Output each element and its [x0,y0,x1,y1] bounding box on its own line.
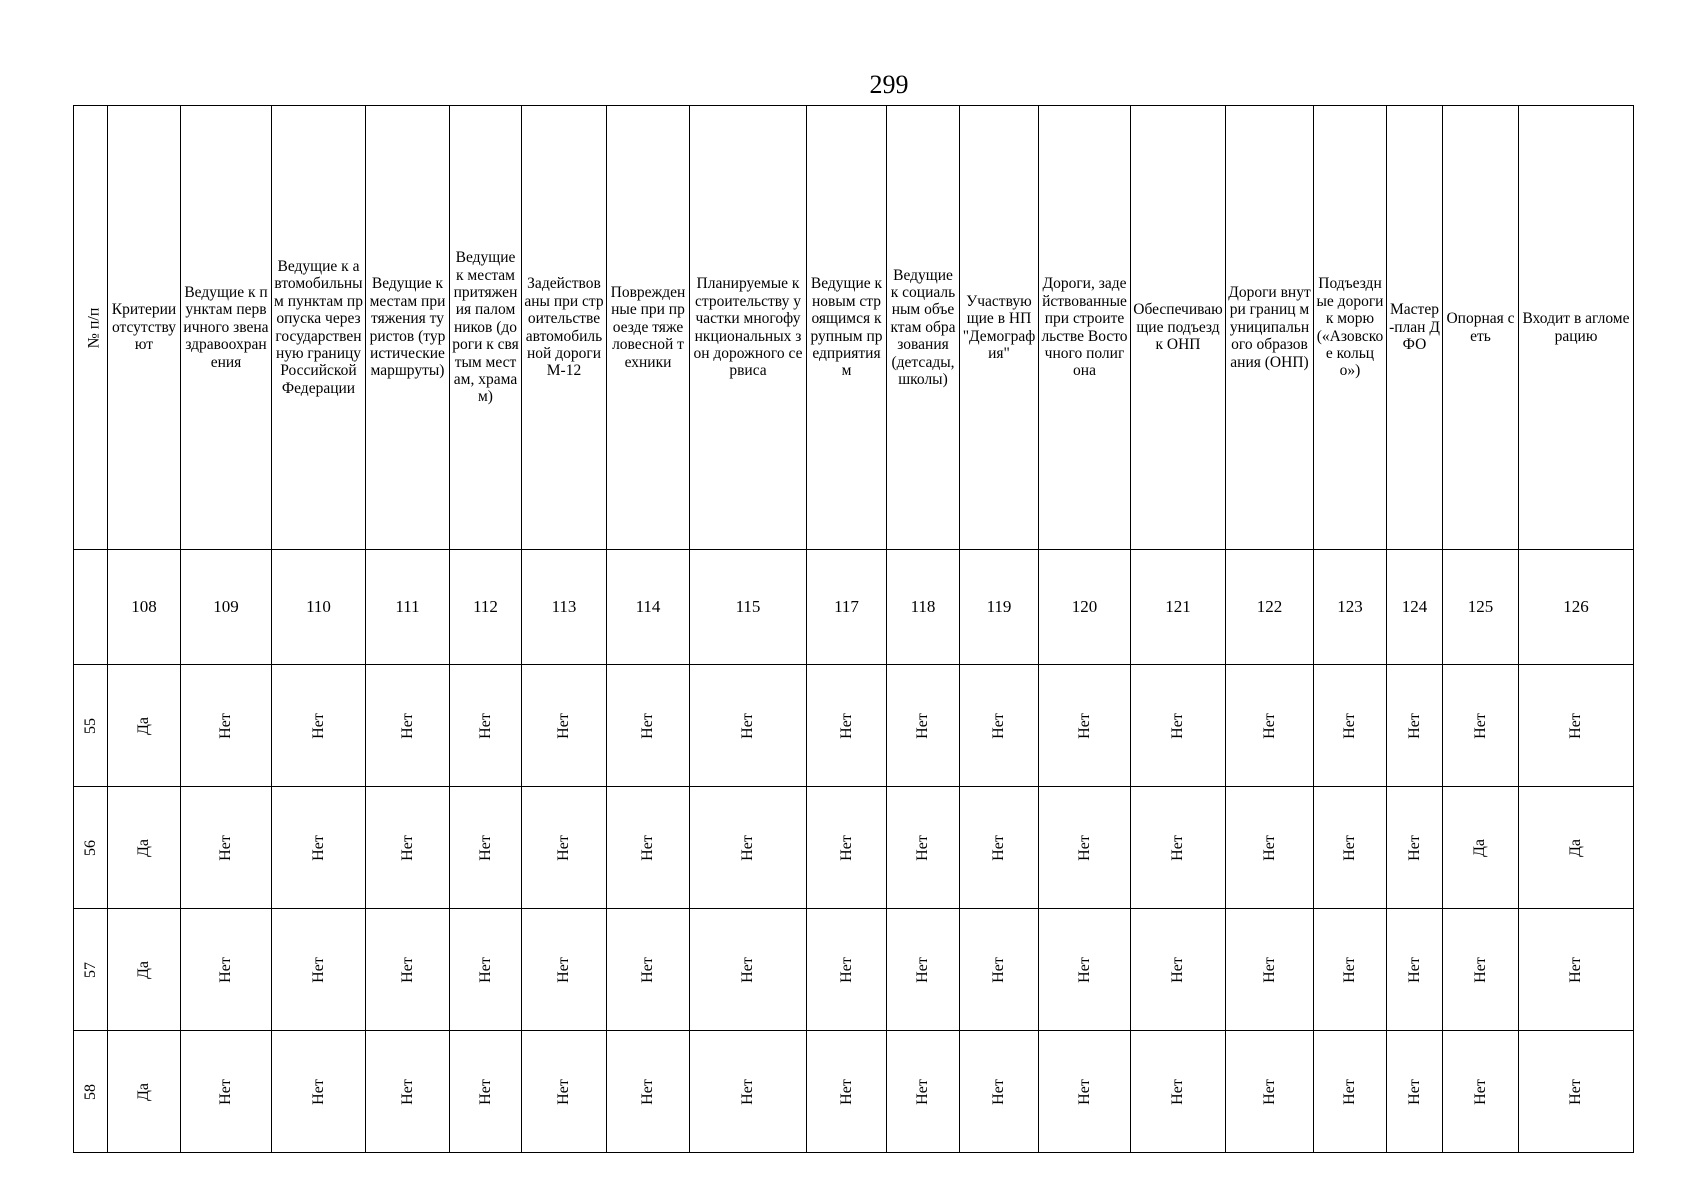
header-cell [1226,106,1314,550]
header-label: Опорная сеть [1446,310,1515,345]
table-cell [1387,909,1443,1031]
cell-value: Нет [1341,834,1358,861]
column-number-cell: 120 [1039,550,1131,665]
table-cell [181,1031,272,1153]
table-cell [108,787,181,909]
table-cell [1039,909,1131,1031]
cell-value: Нет [309,834,327,861]
table-cell [272,1031,366,1153]
table-cell [807,787,887,909]
cell-value: Нет [1405,1078,1423,1105]
table-cell [366,787,450,909]
table-cell [690,909,807,1031]
table-row [74,1031,1634,1153]
cell-value: Нет [990,1078,1007,1105]
column-number-cell: 126 [1519,550,1634,665]
row-index: 57 [81,961,99,978]
cell-value: Нет [1567,1078,1584,1105]
table-cell [960,665,1039,787]
table-cell [108,665,181,787]
table-cell [522,665,607,787]
table-cell [181,665,272,787]
table-cell [1443,1031,1519,1153]
cell-value: Нет [217,834,234,861]
table-cell [887,787,960,909]
cell-value: Нет [1260,834,1278,861]
header-label: Критерии отсутствуют [111,301,177,354]
header-label: Дороги, задействованные при строительстве Восточного полигона [1041,275,1128,380]
header-label: Дороги внутри границ муниципального образования (ОНП) [1228,283,1311,371]
cell-value: Нет [1405,834,1423,861]
cell-value: Нет [1471,956,1489,983]
header-cell-index [74,106,108,550]
table-cell [960,1031,1039,1153]
table-cell [1226,1031,1314,1153]
table-cell [1519,665,1634,787]
table-cell [450,1031,522,1153]
table-cell [272,665,366,787]
table-cell [181,909,272,1031]
cell-value: Нет [1341,956,1358,983]
table-cell [607,787,690,909]
header-label: Мастер-план ДФО [1389,301,1440,354]
cell-value: Нет [1567,956,1584,983]
header-cell [607,106,690,550]
table-cell [450,909,522,1031]
table-cell [1443,665,1519,787]
cell-value: Нет [739,956,756,983]
row-index-cell [74,1031,108,1153]
header-cell [1314,106,1387,550]
cell-value: Нет [639,834,656,861]
table-cell [1131,787,1226,909]
column-number-cell: 125 [1443,550,1519,665]
table-cell [522,909,607,1031]
header-label: Ведущие к местам притяжения паломников (дороги к святым местам, храмам) [452,249,519,406]
cell-value: Да [1471,838,1489,857]
header-cell [522,106,607,550]
table-cell [366,1031,450,1153]
cell-value: Нет [1471,712,1489,739]
cell-value: Нет [990,956,1007,983]
table-cell [108,909,181,1031]
criteria-table [73,105,1634,1153]
cell-value: Нет [398,834,416,861]
cell-value: Нет [739,834,756,861]
header-label: Ведущие к новым строящимся крупным предприятиям [810,275,883,380]
row-index: 58 [81,1083,99,1100]
header-cell [1039,106,1131,550]
page-number: 299 [869,70,909,99]
cell-value: Нет [555,712,572,739]
cell-value: Нет [1405,712,1423,739]
column-number-cell: 108 [108,550,181,665]
table-cell [1314,909,1387,1031]
cell-value: Нет [1169,712,1186,739]
cell-value: Нет [914,956,931,983]
cell-value: Нет [1260,956,1278,983]
header-cell [1131,106,1226,550]
cell-value: Нет [398,1078,416,1105]
cell-value: Нет [990,834,1007,861]
cell-value: Нет [309,1078,327,1105]
table-cell [1131,665,1226,787]
header-cell [1387,106,1443,550]
cell-value: Нет [639,712,656,739]
table-cell [960,787,1039,909]
header-cell [1519,106,1634,550]
cell-value: Нет [1169,834,1186,861]
cell-value: Нет [739,1078,756,1105]
header-cell [366,106,450,550]
cell-value: Нет [837,834,855,861]
table-cell [1131,909,1226,1031]
header-label: Задействованы при строительстве автомобильной дороги М-12 [524,275,604,380]
table-cell [272,787,366,909]
table-cell [450,665,522,787]
table-row [74,787,1634,909]
cell-value: Да [1566,838,1584,857]
row-index: 56 [81,839,99,856]
column-number-cell: 124 [1387,550,1443,665]
cell-value: Нет [1075,712,1093,739]
column-number-cell: 115 [690,550,807,665]
table-cell [807,1031,887,1153]
table-cell [1387,665,1443,787]
column-number-cell: 118 [887,550,960,665]
header-cell [181,106,272,550]
cell-value: Нет [476,956,494,983]
cell-value: Да [134,838,152,857]
table-row [74,909,1634,1031]
cell-value: Нет [639,956,656,983]
table-cell [1314,665,1387,787]
table-cell [522,1031,607,1153]
header-label: Ведущие к социальным объектам образования (детсады, школы) [890,266,956,389]
cell-value: Нет [1341,712,1358,739]
header-label: Ведущие к пунктам первичного звена здравоохранения [183,283,269,371]
table-cell [887,909,960,1031]
table-cell [1519,909,1634,1031]
column-number-cell [74,550,108,665]
column-number-cell: 114 [607,550,690,665]
header-label: Ведущие к автомобильным пунктам пропуска через государственную границу Российской Федерации [274,257,363,397]
header-label: Входит в агломерацию [1522,310,1630,345]
table-cell [690,1031,807,1153]
table-cell [1039,787,1131,909]
table-cell [1443,909,1519,1031]
cell-value: Да [134,960,152,979]
cell-value: Нет [1075,956,1093,983]
table-cell [1314,787,1387,909]
column-number-cell: 119 [960,550,1039,665]
table-cell [450,787,522,909]
cell-value: Нет [555,956,572,983]
cell-value: Нет [1567,712,1584,739]
table-cell [1039,665,1131,787]
table-cell [887,665,960,787]
cell-value: Нет [837,1078,855,1105]
table-cell [807,665,887,787]
cell-value: Да [134,716,152,735]
column-number-cell: 111 [366,550,450,665]
cell-value: Нет [309,956,327,983]
table-cell [272,909,366,1031]
cell-value: Нет [914,834,931,861]
cell-value: Нет [555,1078,572,1105]
cell-value: Нет [217,1078,234,1105]
table-row [74,665,1634,787]
cell-value: Нет [837,712,855,739]
header-label: Обеспечивающие подъезд к ОНП [1133,301,1223,354]
cell-value: Нет [837,956,855,983]
cell-value: Нет [1169,956,1186,983]
cell-value: Нет [739,712,756,739]
cell-value: Нет [217,956,234,983]
table-cell [607,1031,690,1153]
header-cell [690,106,807,550]
cell-value: Нет [476,1078,494,1105]
header-label: Планируемые к строительству участки многофункциональных зон дорожного сервиса [693,275,803,380]
row-index-cell [74,665,108,787]
cell-value: Нет [309,712,327,739]
table-cell [108,1031,181,1153]
cell-value: Нет [398,712,416,739]
row-index-cell [74,787,108,909]
table-cell [366,909,450,1031]
table-cell [1519,787,1634,909]
column-number-cell: 112 [450,550,522,665]
header-cell [272,106,366,550]
header-label: Ведущие к местам притяжения туристов (туристические маршруты) [369,275,446,380]
header-label: Участвующие в НП "Демография" [962,292,1036,362]
cell-value: Нет [217,712,234,739]
cell-value: Нет [555,834,572,861]
table-cell [1226,909,1314,1031]
column-number-row [74,550,1634,665]
cell-value: Нет [1075,1078,1093,1105]
table-cell [1387,1031,1443,1153]
cell-value: Нет [1075,834,1093,861]
table-cell [1314,1031,1387,1153]
cell-value: Нет [1169,1078,1186,1105]
row-index: 55 [81,717,99,734]
table-cell [887,1031,960,1153]
header-label: Поврежденные при проезде тяжеловесной техники [610,283,686,371]
table-cell [960,909,1039,1031]
table-cell [181,787,272,909]
header-cell [887,106,960,550]
column-number-cell: 113 [522,550,607,665]
table-cell [690,787,807,909]
table-cell [1226,787,1314,909]
table-cell [607,665,690,787]
header-cell [807,106,887,550]
cell-value: Нет [476,712,494,739]
cell-value: Да [134,1082,152,1101]
table-cell [1131,1031,1226,1153]
cell-value: Нет [1341,1078,1358,1105]
table-cell [1226,665,1314,787]
header-cell [108,106,181,550]
table-cell [1443,787,1519,909]
column-number-cell: 117 [807,550,887,665]
cell-value: Нет [1260,712,1278,739]
cell-value: Нет [398,956,416,983]
table-cell [690,665,807,787]
cell-value: Нет [914,1078,931,1105]
column-number-cell: 123 [1314,550,1387,665]
table-cell [1387,787,1443,909]
cell-value: Нет [1471,1078,1489,1105]
header-label: Подъездные дороги к морю («Азовское кольцо») [1316,275,1384,380]
header-index-label: № п/п [85,307,103,348]
cell-value: Нет [1260,1078,1278,1105]
column-number-cell: 122 [1226,550,1314,665]
table-cell [1519,1031,1634,1153]
column-number-cell: 109 [181,550,272,665]
table-cell [807,909,887,1031]
cell-value: Нет [914,712,931,739]
row-index-cell [74,909,108,1031]
table-cell [366,665,450,787]
column-number-cell: 110 [272,550,366,665]
header-cell [960,106,1039,550]
cell-value: Нет [476,834,494,861]
header-cell [450,106,522,550]
header-cell [1443,106,1519,550]
cell-value: Нет [1405,956,1423,983]
cell-value: Нет [990,712,1007,739]
table-cell [1039,1031,1131,1153]
column-number-cell: 121 [1131,550,1226,665]
cell-value: Нет [639,1078,656,1105]
header-row [74,106,1634,550]
table-cell [607,909,690,1031]
table-cell [522,787,607,909]
